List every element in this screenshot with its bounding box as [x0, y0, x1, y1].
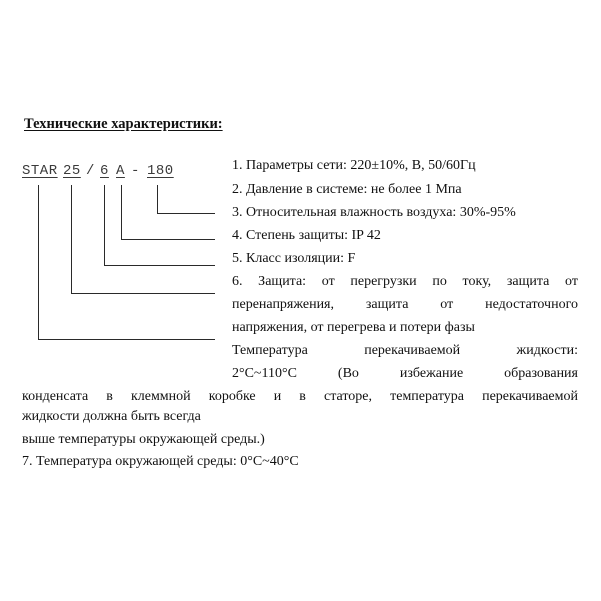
spec-system-pressure: 2. Давление в системе: не более 1 Мпа: [232, 182, 462, 197]
spec-protection-line1: 6. Защита: от перегрузки по току, защита от: [232, 274, 578, 289]
leader-a-horizontal: [121, 239, 215, 240]
model-code-dash: -: [131, 163, 140, 179]
leader-25-vertical: [71, 185, 72, 294]
spec-insulation-class: 5. Класс изоляции: F: [232, 251, 356, 266]
section-heading: Технические характеристики:: [24, 116, 223, 132]
spec-liquid-temperature-line2: 2°С~110°С (Во избежание образования: [232, 366, 578, 381]
leader-6-horizontal: [104, 265, 215, 266]
leader-180-vertical: [157, 185, 158, 214]
spec-ambient-temperature: 7. Температура окружающей среды: 0°С~40°С: [22, 454, 299, 469]
leader-180-horizontal: [157, 213, 215, 214]
model-code-separator: /: [86, 163, 95, 179]
model-code-length: 180: [147, 163, 174, 179]
spec-liquid-temperature-line3: конденсата в клеммной коробке и в статоре, температура перекачиваемой: [22, 389, 578, 404]
spec-liquid-temperature-line1: Температура перекачиваемой жидкости:: [232, 343, 578, 358]
model-code-series: STAR: [22, 163, 58, 179]
spec-protection-degree: 4. Степень защиты: IP 42: [232, 228, 381, 243]
leader-a-vertical: [121, 185, 122, 240]
spec-relative-humidity: 3. Относительная влажность воздуха: 30%-95%: [232, 205, 516, 220]
leader-25-horizontal: [71, 293, 215, 294]
spec-protection-line2: перенапряжения, защита от недостаточного: [232, 297, 578, 312]
model-code-type: A: [116, 163, 125, 179]
spec-protection-line3: напряжения, от перегрева и потери фазы: [232, 320, 475, 335]
leader-star-vertical: [38, 185, 39, 340]
leader-6-vertical: [104, 185, 105, 266]
leader-star-horizontal: [38, 339, 215, 340]
spec-liquid-temperature-line4: жидкости должна быть всегда: [22, 409, 201, 424]
spec-network-parameters: 1. Параметры сети: 220±10%, В, 50/60Гц: [232, 158, 476, 173]
model-code-diameter: 25: [63, 163, 81, 179]
spec-liquid-temperature-line5: выше температуры окружающей среды.): [22, 432, 265, 447]
model-code-head: 6: [100, 163, 109, 179]
